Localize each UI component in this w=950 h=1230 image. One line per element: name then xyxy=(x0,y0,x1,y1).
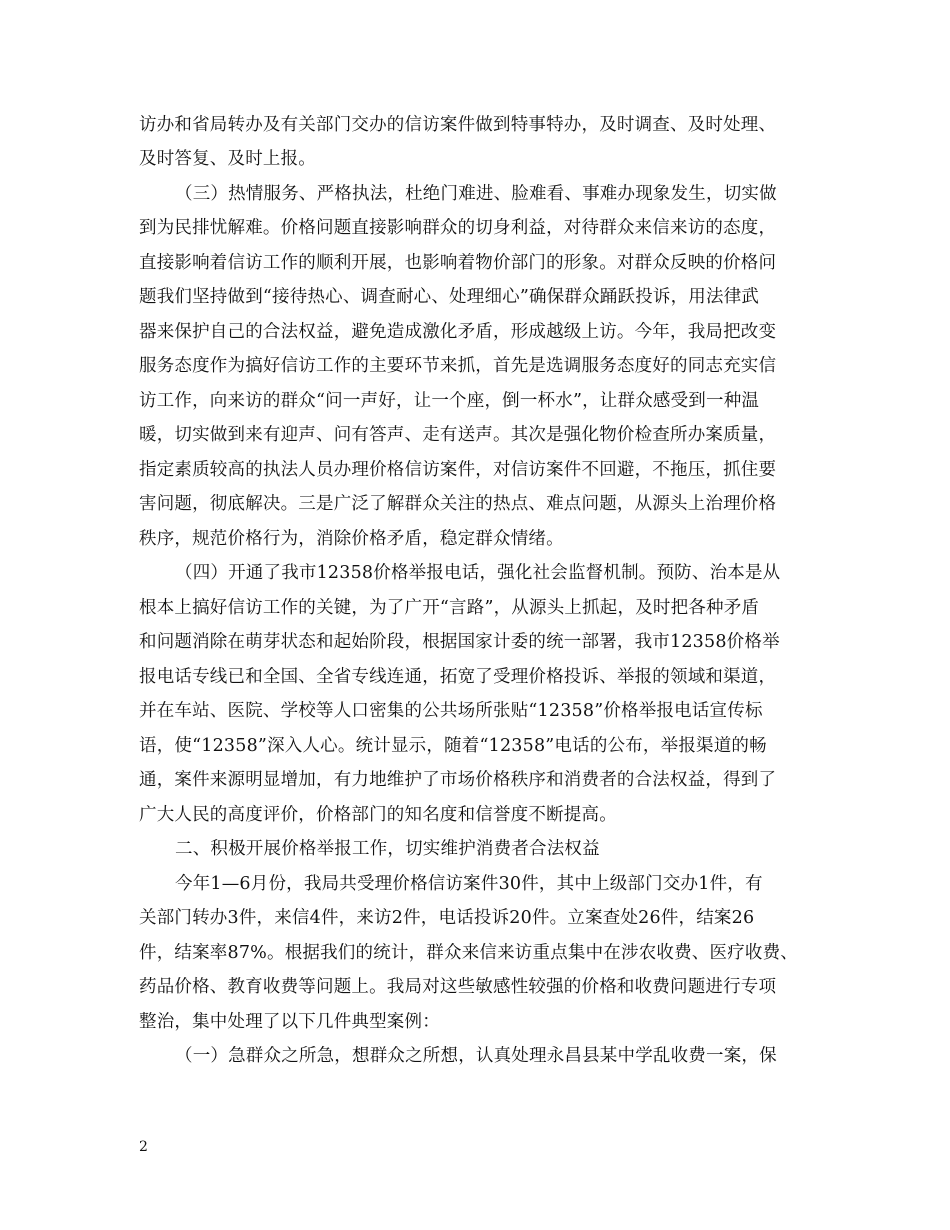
text-line: （一）急群众之所急，想群众之所想，认真处理永昌县某中学乱收费一案，保 xyxy=(175,1046,777,1066)
text-line: （三）热情服务、严格执法，杜绝门难进、脸难看、事难办现象发生，切实做 xyxy=(175,184,777,204)
text-line: 秩序，规范价格行为，消除价格矛盾，稳定群众情绪。 xyxy=(139,529,564,549)
text-line: 语，使“12358”深入人心。统计显示，随着“12358”电话的公布，举报渠道的畅 xyxy=(139,736,767,756)
text-line: 害问题，彻底解决。三是广泛了解群众关注的热点、难点问题，从源头上治理价格 xyxy=(139,494,777,514)
text-line: （四）开通了我市12358价格举报电话，强化社会监督机制。预防、治本是从 xyxy=(175,563,781,583)
text-line: 直接影响着信访工作的顺利开展，也影响着物价部门的形象。对群众反映的价格问 xyxy=(139,253,777,273)
text-line: 关部门转办3件，来信4件，来访2件，电话投诉20件。立案查处26件，结案26 xyxy=(139,908,755,928)
text-line: 通，案件来源明显增加，有力地维护了市场价格秩序和消费者的合法权益，得到了 xyxy=(139,770,777,790)
text-line: 药品价格、教育收费等问题上。我局对这些敏感性较强的价格和收费问题进行专项 xyxy=(139,977,777,997)
text-line: 指定素质较高的执法人员办理价格信访案件，对信访案件不回避，不拖压，抓住要 xyxy=(139,460,777,480)
text-line: 广大人民的高度评价，价格部门的知名度和信誉度不断提高。 xyxy=(139,805,617,825)
text-line: 题我们坚持做到“接待热心、调查耐心、处理细心”确保群众踊跃投诉，用法律武 xyxy=(139,287,760,307)
text-line: 服务态度作为搞好信访工作的主要环节来抓，首先是选调服务态度好的同志充实信 xyxy=(139,356,777,376)
text-line: 及时答复、及时上报。 xyxy=(139,149,316,169)
text-line: 根本上搞好信访工作的关键，为了广开“言路”，从源头上抓起，及时把各种矛盾 xyxy=(139,598,760,618)
text-line: 二、积极开展价格举报工作，切实维护消费者合法权益 xyxy=(175,839,600,859)
text-line: 访工作，向来访的群众“问一声好，让一个座，倒一杯水”，让群众感受到一种温 xyxy=(139,391,760,411)
text-line: 并在车站、医院、学校等人口密集的公共场所张贴“12358”价格举报电话宣传标 xyxy=(139,701,763,721)
text-line: 整治，集中处理了以下几件典型案例： xyxy=(139,1012,440,1032)
text-line: 今年1—6月份，我局共受理价格信访案件30件，其中上级部门交办1件，有 xyxy=(175,874,763,894)
text-line: 件，结案率87%。根据我们的统计，群众来信来访重点集中在涉农收费、医疗收费、 xyxy=(139,943,798,963)
text-line: 器来保护自己的合法权益，避免造成激化矛盾，形成越级上访。今年，我局把改变 xyxy=(139,322,777,342)
text-line: 到为民排忧解难。价格问题直接影响群众的切身利益，对待群众来信来访的态度， xyxy=(139,218,777,238)
text-line: 和问题消除在萌芽状态和起始阶段，根据国家计委的统一部署，我市12358价格举 xyxy=(139,632,780,652)
text-line: 暖，切实做到来有迎声、问有答声、走有送声。其次是强化物价检查所办案质量， xyxy=(139,425,777,445)
text-line: 访办和省局转办及有关部门交办的信访案件做到特事特办，及时调查、及时处理、 xyxy=(139,115,777,135)
text-line: 报电话专线已和全国、全省专线连通，拓宽了受理价格投诉、举报的领域和渠道， xyxy=(139,667,777,687)
page-number: 2 xyxy=(139,1139,148,1155)
